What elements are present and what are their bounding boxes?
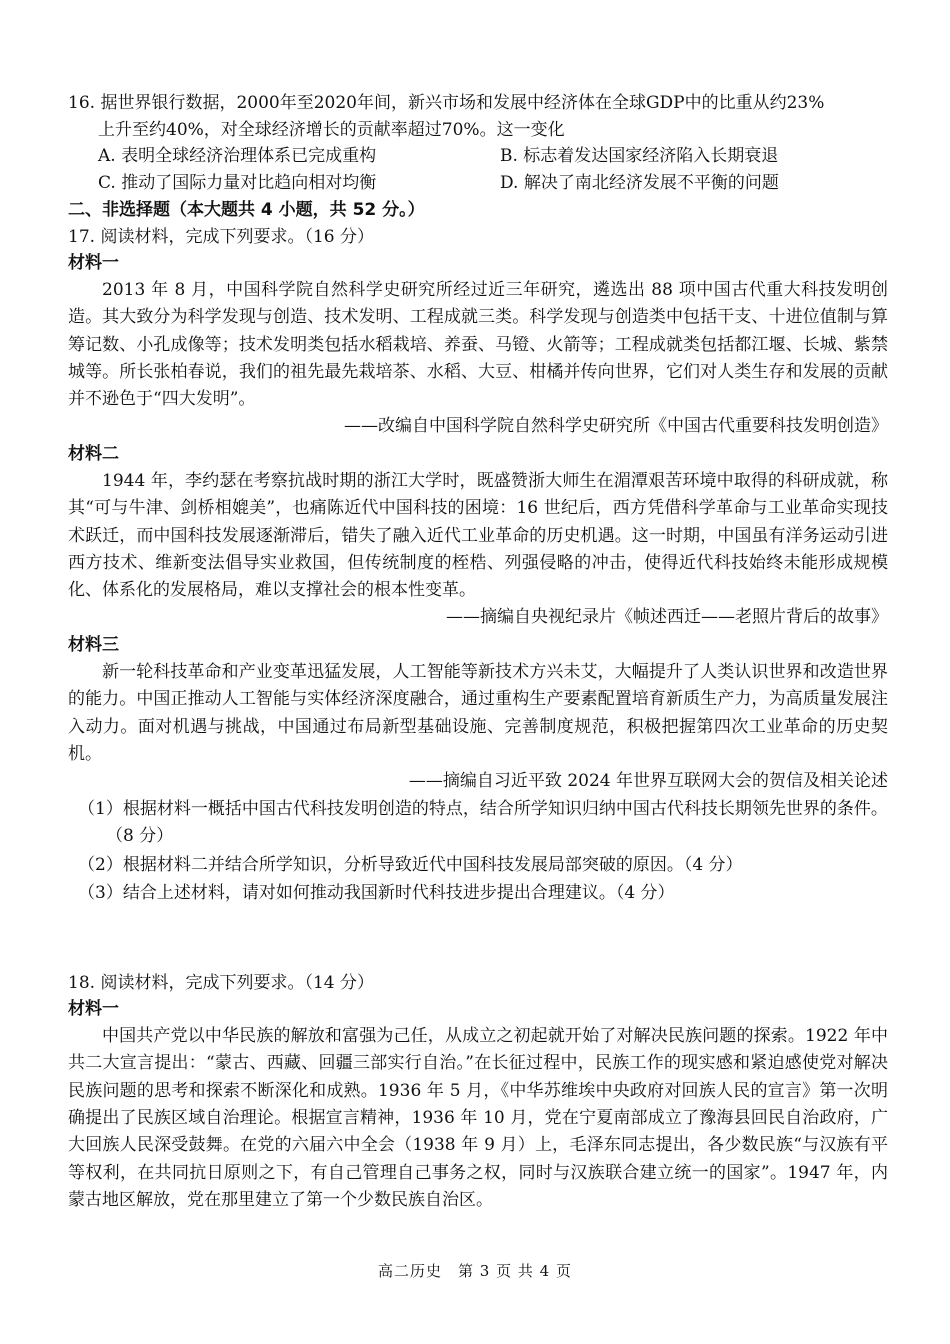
q17-material3-source: ——摘编自习近平致 2024 年世界互联网大会的贺信及相关论述	[408, 771, 888, 792]
q16-option-d: D. 解决了南北经济发展不平衡的问题	[500, 173, 779, 193]
q17-subquestion-3: （3）结合上述材料，请对如何推动我国新时代科技进步提出合理建议。（4 分）	[78, 883, 675, 904]
question-17	[68, 224, 888, 908]
q18-title: 18. 阅读材料，完成下列要求。（14 分）	[68, 972, 374, 993]
q16-stem-line1: 16. 据世界银行数据，2000年至2020年间，新兴市场和发展中经济体在全球GDP中的比重从约23%	[68, 93, 825, 113]
q17-material1-title: 材料一	[68, 253, 119, 273]
q17-subquestion-1: （1）根据材料一概括中国古代科技发明创造的特点，结合所学知识归纳中国古代科技长期领先世界的条件。（8 分）	[78, 798, 888, 847]
q17-material1-source: ——改编自中国科学院自然科学史研究所《中国古代重要科技发明创造》	[344, 416, 888, 437]
spacer	[68, 908, 888, 970]
q16-options	[68, 143, 888, 197]
q17-material3-title: 材料三	[68, 634, 119, 655]
q16-option-a: A. 表明全球经济治理体系已完成重构	[98, 146, 377, 166]
q17-material2-title: 材料二	[68, 443, 119, 464]
q17-subquestion-2: （2）根据材料二并结合所学知识，分析导致近代中国科技发展局部突破的原因。（4 分）	[78, 854, 743, 875]
page-footer: 高二历史 第 3 页 共 4 页	[378, 1262, 572, 1280]
question-16	[68, 90, 888, 197]
q16-stem-line2: 上升至约40%，对全球经济增长的贡献率超过70%。这一变化	[98, 119, 565, 140]
exam-page	[68, 90, 888, 1214]
q17-title: 17. 阅读材料，完成下列要求。（16 分）	[68, 226, 374, 247]
q16-option-b: B. 标志着发达国家经济陷入长期衰退	[500, 146, 779, 166]
question-18	[68, 970, 888, 1215]
q18-material1-text: 中国共产党以中华民族的解放和富强为己任，从成立之初起就开始了对解决民族问题的探索。1922 年中共二大宣言提出：“蒙古、西藏、回疆三部实行自治。”在长征过程中，民族工作的现实感和紧迫感使党对解决民族问题的思考和探索不断深化和成熟。1936 年 5 月，《中华苏维埃中央政府对回族人民的宣言》第一次明确提出了民族区域自治理论。根据宣言精神，1936 年 10 月，党在宁夏南部成立了豫海县回民自治政府，广大回族人民深受鼓舞。在党的六届六中全会（1938 年 9 月）上，毛泽东同志提出，各少数民族“与汉族有平等权利，在共同抗日原则之下，有自己管理自己事务之权，同时与汉族联合建立统一的国家”。1947 年，内蒙古地区解放，党在那里建立了第一个少数民族自治区。	[68, 1026, 888, 1210]
q18-material1-title: 材料一	[68, 999, 119, 1020]
q17-material3-text: 新一轮科技革命和产业变革迅猛发展，人工智能等新技术方兴未艾，大幅提升了人类认识世界和改造世界的能力。中国正推动人工智能与实体经济深度融合，通过重构生产要素配置培育新质生产力，为高质量发展注入动力。面对机遇与挑战，中国通过布局新型基础设施、完善制度规范，积极把握第四次工业革命的历史契机。	[68, 661, 888, 764]
section2-heading: 二、非选择题（本大题共 4 小题，共 52 分。）	[68, 200, 425, 220]
q17-material2-source: ——摘编自央视纪录片《帧述西迁——老照片背后的故事》	[446, 607, 888, 628]
q17-material1-text: 2013 年 8 月，中国科学院自然科学史研究所经过近三年研究，遴选出 88 项中国古代重大科技发明创造。其大致分为科学发现与创造、技术发明、工程成就三类。科学发现与创造类中包括干支、十进位值制与算筹记数、小孔成像等；技术发明类包括水稻栽培、养蚕、马镫、火箭等；工程成就类包括都江堰、长城、紫禁城等。所长张柏春说，我们的祖先最先栽培茶、水稻、大豆、柑橘并传向世界，它们对人类生存和发展的贡献并不逊色于“四大发明”。	[68, 280, 888, 410]
q16-option-c: C. 推动了国际力量对比趋向相对均衡	[98, 173, 377, 193]
q17-material2-text: 1944 年，李约瑟在考察抗战时期的浙江大学时，既盛赞浙大师生在湄潭艰苦环境中取得的科研成就，称其“可与牛津、剑桥相媲美”，也痛陈近代中国科技的困境：16 世纪后，西方凭借科学革命与工业革命实现技术跃迁，而中国科技发展逐渐滞后，错失了融入近代工业革命的历史机遇。这一时期，中国虽有洋务运动引进西方技术、维新变法倡导实业救国，但传统制度的桎梏、列强侵略的冲击，使得近代科技始终未能形成规模化、体系化的发展格局，难以支撑社会的根本性变革。	[68, 470, 888, 601]
